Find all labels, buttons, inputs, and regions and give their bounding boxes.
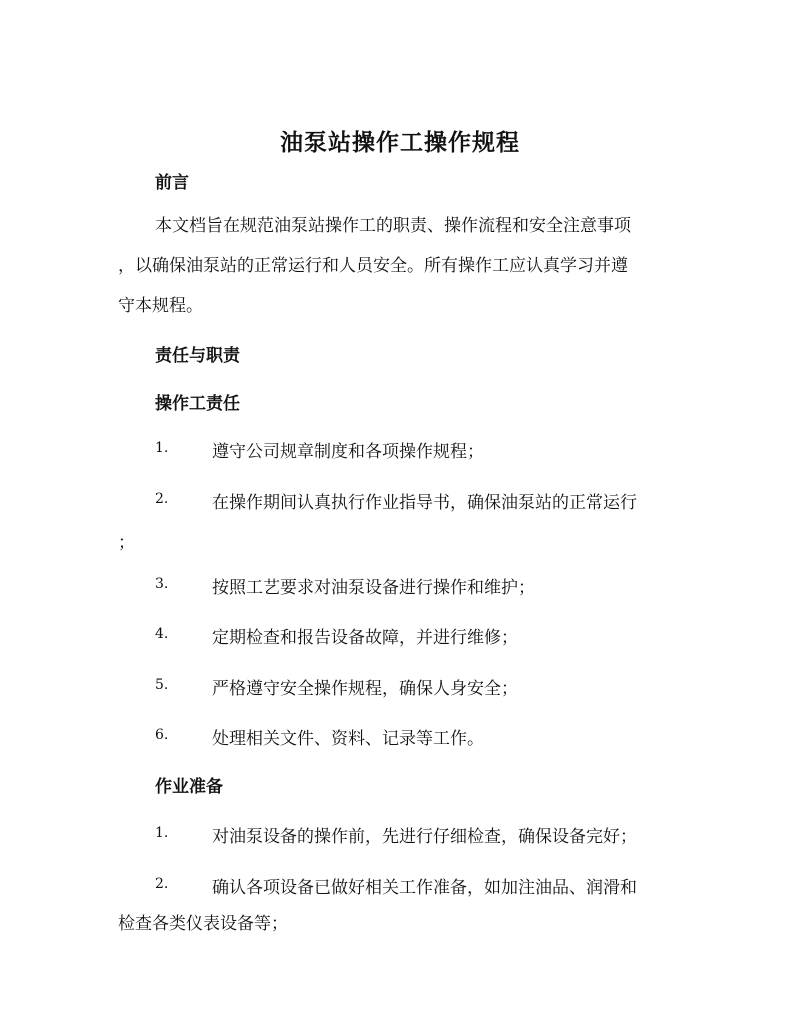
list-text: 处理相关文件、资料、记录等工作。 [212, 729, 484, 749]
list-text: 在操作期间认真执行作业指导书，确保油泵站的正常运行 [212, 493, 637, 513]
list-number: 1. [155, 825, 169, 841]
list-number: 2. [155, 876, 169, 892]
preface-line: 本文档旨在规范油泵站操作工的职责、操作流程和安全注意事项 [155, 216, 631, 236]
list-text: 严格遵守安全操作规程，确保人身安全； [212, 679, 518, 699]
list-number: 3. [155, 576, 169, 592]
list-text-continuation: ； [118, 533, 135, 553]
prep-heading: 作业准备 [155, 777, 223, 797]
list-text: 对油泵设备的操作前，先进行仔细检查，确保设备完好； [212, 827, 637, 847]
document-title: 油泵站操作工操作规程 [280, 129, 520, 156]
operator-heading: 操作工责任 [155, 394, 240, 414]
list-text-continuation: 检查各类仪表设备等； [118, 914, 288, 934]
list-number: 2. [155, 491, 169, 507]
preface-line: ，以确保油泵站的正常运行和人员安全。所有操作工应认真学习并遵 [118, 256, 628, 276]
list-text: 确认各项设备已做好相关工作准备，如加注油品、润滑和 [212, 878, 637, 898]
list-number: 1. [155, 440, 169, 456]
list-number: 4. [155, 626, 169, 642]
list-number: 6. [155, 727, 169, 743]
list-number: 5. [155, 677, 169, 693]
preface-paragraph [118, 206, 678, 326]
preface-heading: 前言 [155, 173, 189, 193]
list-text: 定期检查和报告设备故障，并进行维修； [212, 628, 518, 648]
list-text: 遵守公司规章制度和各项操作规程； [212, 442, 484, 462]
list-text: 按照工艺要求对油泵设备进行操作和维护； [212, 578, 535, 598]
preface-line: 守本规程。 [118, 296, 203, 316]
responsibility-heading: 责任与职责 [155, 346, 240, 366]
